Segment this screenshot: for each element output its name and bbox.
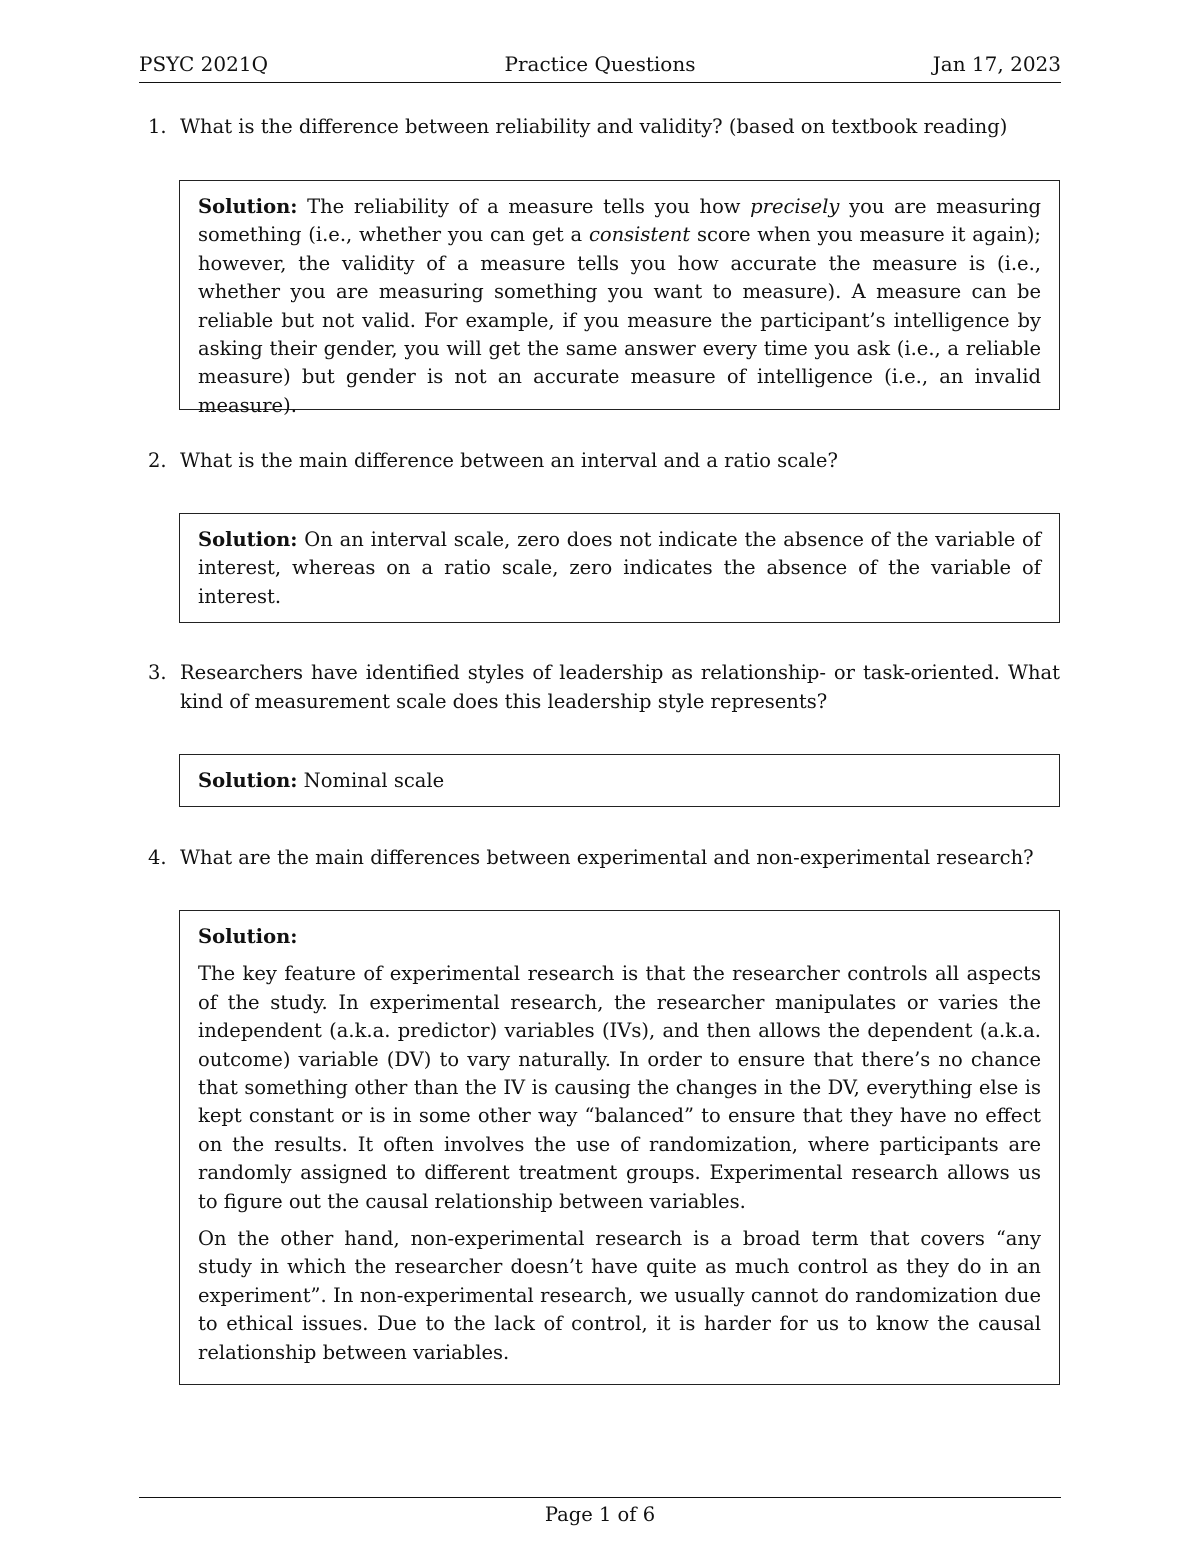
page-footer xyxy=(139,1497,1061,1526)
solution-label: Solution: xyxy=(198,925,298,948)
question-text: What is the difference between reliability and validity? (based on textbook reading) xyxy=(180,115,1008,138)
question-number: 4. xyxy=(148,846,167,869)
solution-label: Solution: xyxy=(198,195,298,218)
question-text: Researchers have identified styles of leadership as relationship- or task-oriented. What kind of measurement scale does this leadership style represents? xyxy=(180,661,1060,713)
solution-label: Solution: xyxy=(198,769,298,792)
solution-box-2 xyxy=(179,513,1060,623)
solution-box-1 xyxy=(179,180,1060,417)
solution-box-3 xyxy=(179,754,1060,807)
solution-text: Solution: Nominal scale xyxy=(198,769,445,792)
solution-paragraph-1: The key feature of experimental research is that the researcher controls all aspects of the study. In experimental research, the researcher manipulates or varies the independent (a.k.a. predictor) variables (IVs), and then allows the dependent (a.k.a. outcome) variable (DV) to vary naturally. In order to ensure that there’s no chance that something other than the IV is causing the changes in the DV, everything else is kept constant or is in some other way “balanced” to ensure that they have no effect on the results. It often involves the use of randomization, where participants are randomly assigned to different treatment groups. Experimental research allows us to figure out the causal relationship between variables. xyxy=(198,962,1041,1213)
page-number: Page 1 of 6 xyxy=(544,1503,656,1526)
question-number: 1. xyxy=(148,115,167,138)
solution-box-4 xyxy=(179,910,1060,1385)
page-header xyxy=(139,52,1061,83)
emphasis-consistent: consistent xyxy=(588,223,691,247)
solution-text: Solution: On an interval scale, zero does not indicate the absence of the variable of interest, whereas on a ratio scale, zero indicates the absence of the variable of interest. xyxy=(198,528,1041,608)
question-2 xyxy=(148,447,1060,476)
solution-label: Solution: xyxy=(198,528,298,551)
question-4 xyxy=(148,844,1060,873)
course-code: PSYC 2021Q xyxy=(139,52,268,76)
question-text: What are the main differences between experimental and non-experimental research? xyxy=(180,846,1034,869)
question-1 xyxy=(148,113,1060,142)
solution-paragraph-2: On the other hand, non-experimental research is a broad term that covers “any study in which the researcher doesn’t have quite as much control as they do in an experiment”. In non-experimental research, we usually cannot do randomization due to ethical issues. Due to the lack of control, it is harder for us to know the causal relationship between variables. xyxy=(198,1227,1041,1364)
question-number: 3. xyxy=(148,661,167,684)
document-date: Jan 17, 2023 xyxy=(932,52,1061,76)
solution-text: Solution: The reliability of a measure tells you how precisely you are measuring something (i.e., whether you can get a consistent score when you measure it again); however, the validity of a measure tells you how accurate the measure is (i.e., whether you are measuring something you want to measure). A measure can be reliable but not valid. For example, if you measure the participant’s intelligence by asking their gender, you will get the same answer every time you ask (i.e., a reliable measure) but gender is not an accurate measure of intelligence (i.e., an invalid measure). xyxy=(198,195,1041,417)
emphasis-precisely: precisely xyxy=(750,195,840,218)
document-title: Practice Questions xyxy=(504,52,696,76)
question-number: 2. xyxy=(148,449,167,472)
solution-label-line xyxy=(198,923,1041,951)
question-3 xyxy=(148,659,1060,716)
question-text: What is the main difference between an interval and a ratio scale? xyxy=(180,449,838,472)
